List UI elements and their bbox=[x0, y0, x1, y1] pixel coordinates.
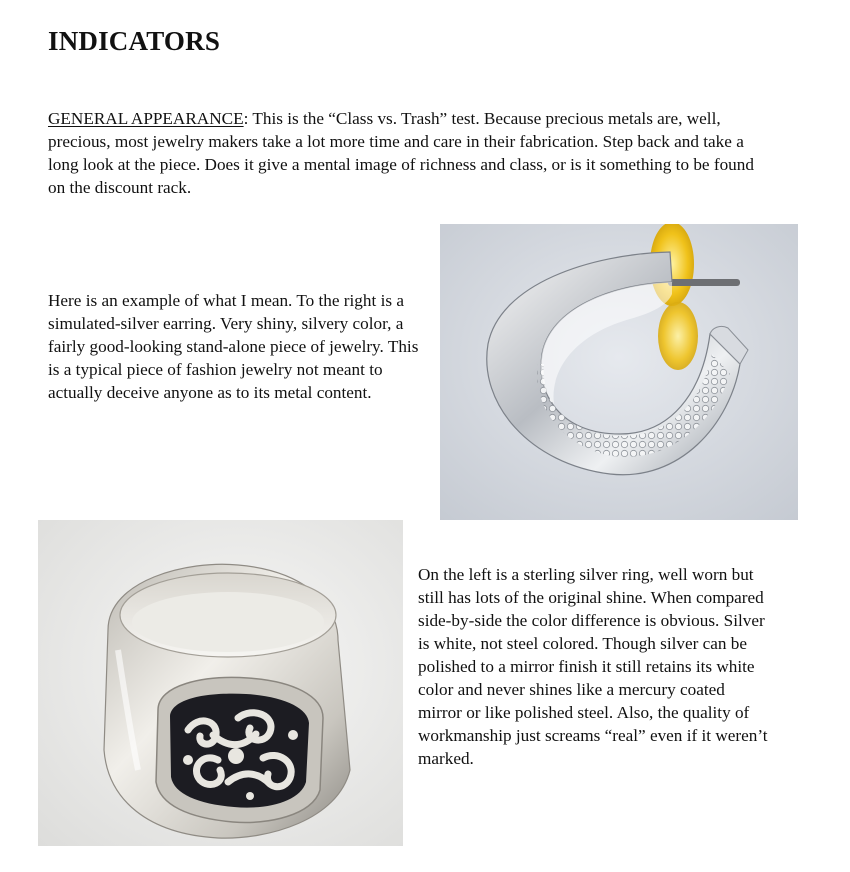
earring-post bbox=[668, 279, 740, 286]
earring-description: Here is an example of what I mean. To the right is a simulated-silver earring. Very shiny, silvery color, a fairly good-looking stand-alone piece of jewelry. This is a typical piece of fashion jewelry not meant to actually deceive anyone as to its metal content. bbox=[48, 291, 419, 402]
general-appearance-text: : This is the “Class vs. Trash” test. Because precious metals are, well, precious, most jewelry makers take a lot more time and care in their fabrication. Step back and take a long look at the piece. Does it give a mental image of richness and class, or is it something to be found on the discount rack. bbox=[48, 109, 754, 197]
general-appearance-paragraph bbox=[48, 107, 768, 199]
sterling-silver-ring-photo bbox=[38, 520, 403, 846]
ring-description: On the left is a sterling silver ring, well worn but still has lots of the original shine. When compared side-by-side the color difference is obvious. Silver is white, not steel colored. Though silver can be polished to a mirror finish it still retains its white color and never shines like a mercury coated mirror or like polished steel. Also, the quality of workmanship just screams “real” even if it weren’t marked. bbox=[418, 565, 768, 768]
general-appearance-heading: GENERAL APPEARANCE bbox=[48, 109, 244, 128]
earring-illustration bbox=[440, 224, 798, 520]
ring-illustration bbox=[38, 520, 403, 846]
simulated-silver-earring-photo bbox=[440, 224, 798, 520]
page-title: INDICATORS bbox=[48, 26, 221, 56]
